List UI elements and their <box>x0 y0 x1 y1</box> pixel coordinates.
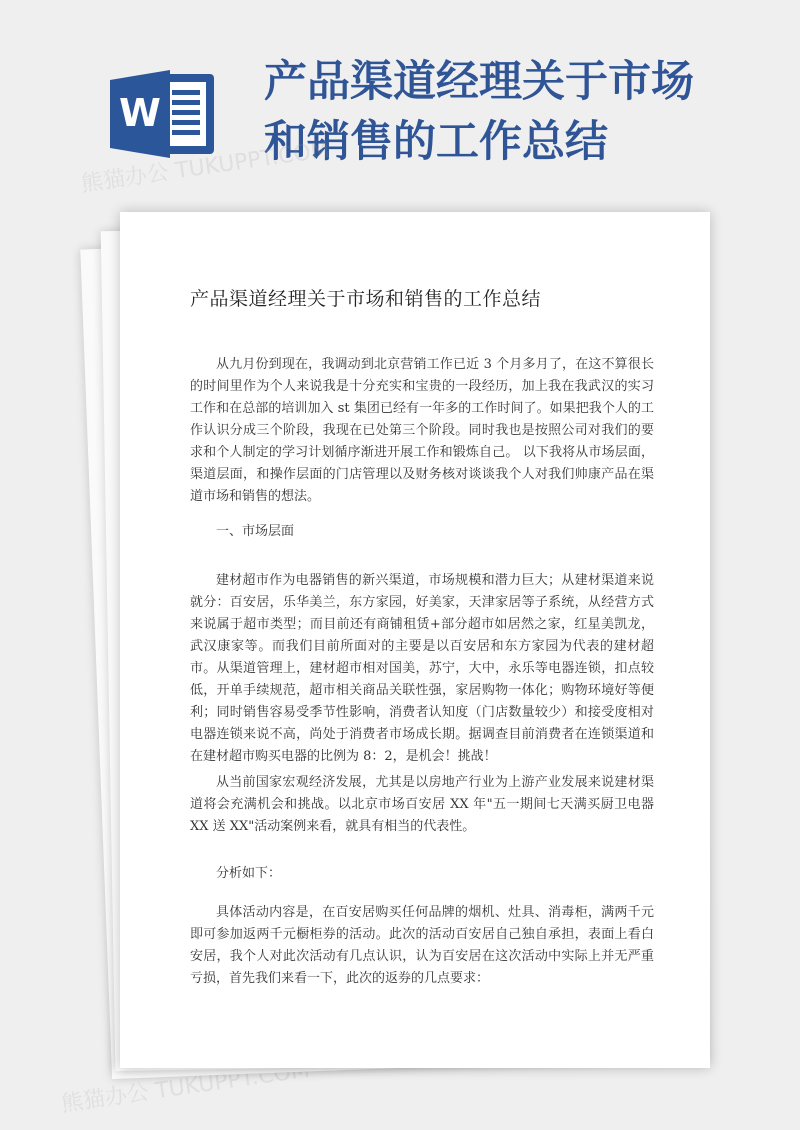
word-logo-letter: W <box>119 91 161 135</box>
header <box>0 0 800 200</box>
document-page <box>120 212 710 1068</box>
paragraph-macro: 从当前国家宏观经济发展，尤其是以房地产行业为上游产业发展来说建材渠道将会充满机会和挑战。以北京市场百安居 XX 年"五一期间七天满买厨卫电器 XX 送 XX"活动案例来看，就具有相当的代表性。 <box>190 775 654 834</box>
banner-title-line2: 和销售的工作总结 <box>264 117 608 167</box>
paragraph-market: 建材超市作为电器销售的新兴渠道，市场规模和潜力巨大；从建材渠道来说就分：百安居，乐华美兰，东方家园，好美家，天津家居等子系统，从经营方式来说属于超市类型；而目前还有商铺租赁+部分超市如居然之家，红星美凯龙，武汉康家等。而我们目前所面对的主要是以百安居和东方家园为代表的建材超市。从渠道管理上，建材超市相对国美，苏宁，大中，永乐等电器连锁，扣点较低，开单手续规范，超市相关商品关联性强，家居购物一体化；购物环境好等便利；同时销售容易受季节性影响，消费者认知度（门店数量较少）和接受度相对电器连锁来说不高，尚处于消费者市场成长期。据调查目前消费者在连锁渠道和在建材超市购买电器的比例为 8：2，是机会！挑战！ <box>190 573 654 764</box>
paragraph-activity: 具体活动内容是，在百安居购买任何品牌的烟机、灶具、消毒柜，满两千元即可参加返两千元橱柜券的活动。此次的活动百安居自己独自承担，表面上看白安居，我个人对此次活动有几点认识，认为百安居在这次活动中实际上并无严重亏损，首先我们来看一下，此次的返券的几点要求： <box>190 905 654 986</box>
watermark: 熊猫办公 TUKUPPT.COM <box>79 137 332 198</box>
banner-title <box>264 52 784 172</box>
section-heading-analysis: 分析如下： <box>216 866 282 881</box>
paragraph-intro: 从九月份到现在，我调动到北京营销工作已近 3 个月多月了，在这不算很长的时间里作为个人来说我是十分充实和宝贵的一段经历，加上我在我武汉的实习工作和在总部的培训加入 st 集团已经有一年多的工作时间了。如果把我个人的工作认识分成三个阶段，我现在已处第三个阶段。同时我也是按照公司对我们的要求和个人制定的学习计划循序渐进开展工作和锻炼自己。 以下我将从市场层面，渠道层面，和操作层面的门店管理以及财务核对谈谈我个人对我们帅康产品在渠道市场和销售的想法。 <box>190 357 654 504</box>
section-heading-market: 一、市场层面 <box>216 524 295 539</box>
watermark: 熊猫办公 TUKUPPT.COM <box>59 1057 312 1118</box>
word-icon <box>110 68 220 160</box>
banner-title-line1: 产品渠道经理关于市场 <box>264 57 694 107</box>
document-title: 产品渠道经理关于市场和销售的工作总结 <box>190 288 542 310</box>
